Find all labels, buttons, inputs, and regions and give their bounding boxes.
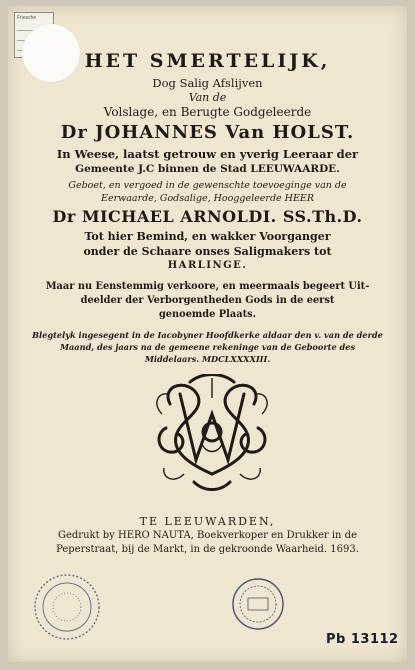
shelfmark: Pb 13112: [326, 632, 399, 647]
imprint-city: TE LEEUWARDEN,: [139, 515, 276, 528]
dedication-line-3: Middelaars. MDCLXXXXIII.: [144, 354, 271, 364]
title-line-9: Eerwaarde, Godsalige, Hooggeleerde HEER: [101, 193, 314, 204]
title-line-8: Geboet, en vergoed in de gewenschte toevoeginge van de: [68, 180, 347, 191]
deceased-name: Dr JOHANNES Van HOLST.: [60, 122, 355, 143]
title-line-15: deelder der Verborgentheden Gods in de eerst: [80, 295, 335, 306]
monogram-ornament-icon: [150, 374, 274, 494]
imprint-line-2: Peperstraat, bij de Markt, in de gekroonde Waarheid. 1693.: [56, 544, 359, 555]
title-line-7: Gemeente J.C binnen de Stad LEEUWAARDE.: [75, 163, 340, 175]
title-line-12: onder de Schaare onses Saligmakers tot: [83, 245, 332, 258]
title-line-2: Dog Salig Afslijven: [152, 76, 263, 90]
title-main: HET SMERTELIJK,: [84, 50, 331, 72]
library-stamp-left-icon: [32, 572, 102, 642]
dedication-line-1: Blegtelyk ingesegent in de Iacobyner Hoofdkerke aldaar den v. van de derde: [32, 330, 383, 340]
dedication-line-2: Maand, des jaars na de gemeene rekeninge van de Geboorte des: [59, 342, 356, 352]
library-label-text: Friesche: [17, 15, 37, 21]
title-line-4: Volslage, en Berugte Godgeleerde: [103, 105, 312, 119]
title-line-6: In Weese, laatst getrouw en yverig Leeraar der: [56, 147, 359, 161]
town-name: HARLINGE.: [167, 260, 248, 271]
successor-name: Dr MICHAEL ARNOLDI. SS.Th.D.: [52, 207, 363, 226]
title-line-11: Tot hier Bemind, en wakker Voorganger: [84, 230, 331, 243]
title-page: [8, 6, 407, 662]
title-line-16: genoemde Plaats.: [158, 309, 257, 320]
title-line-3: Van de: [188, 91, 227, 104]
title-line-14: Maar nu Eenstemmig verkoore, en meermaals begeert Uit-: [45, 281, 370, 292]
imprint-line-1: Gedrukt by HERO NAUTA, Boekverkoper en Drukker in de: [57, 530, 357, 541]
library-stamp-right-icon: [230, 576, 286, 632]
